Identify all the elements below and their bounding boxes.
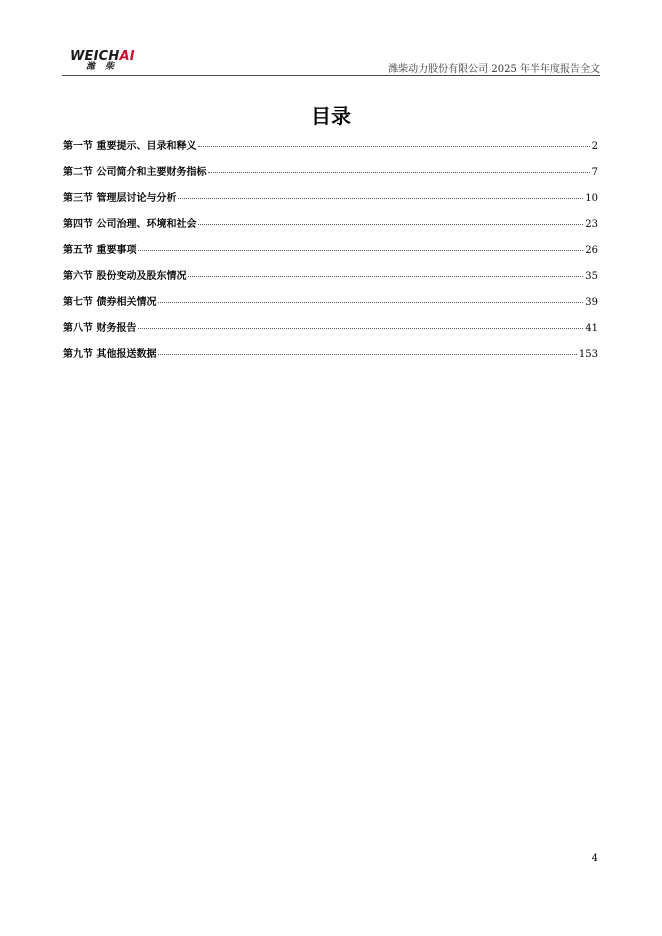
logo-wordmark-accent: AI bbox=[119, 49, 135, 64]
toc-entry-page: 23 bbox=[585, 219, 598, 230]
toc-entry-label: 第九节 其他报送数据 bbox=[63, 349, 157, 360]
page-header bbox=[62, 46, 600, 76]
toc-entry-label: 第四节 公司治理、环境和社会 bbox=[63, 219, 197, 230]
toc-leader-dots bbox=[198, 224, 583, 225]
toc-entry[interactable] bbox=[63, 241, 598, 267]
toc-entry-label: 第六节 股份变动及股东情况 bbox=[63, 271, 187, 282]
toc-entry-label: 第二节 公司简介和主要财务指标 bbox=[63, 167, 207, 178]
toc-heading: 目录 bbox=[311, 104, 351, 128]
toc-entry[interactable] bbox=[63, 345, 598, 371]
toc-entry-label: 第五节 重要事项 bbox=[63, 245, 137, 256]
logo-chinese-name: 潍柴 bbox=[86, 62, 125, 72]
header-divider bbox=[62, 75, 600, 76]
toc-leader-dots bbox=[138, 250, 583, 251]
toc-entry[interactable] bbox=[63, 137, 598, 163]
toc-entry-page: 26 bbox=[585, 245, 598, 256]
toc-entry-page: 35 bbox=[585, 271, 598, 282]
toc-entry-page: 7 bbox=[591, 167, 598, 178]
toc-entry-label: 第七节 债券相关情况 bbox=[63, 297, 157, 308]
toc-entry[interactable] bbox=[63, 215, 598, 241]
toc-entry[interactable] bbox=[63, 189, 598, 215]
toc-entry-label: 第三节 管理层讨论与分析 bbox=[63, 193, 177, 204]
toc-entry[interactable] bbox=[63, 319, 598, 345]
report-title: 潍柴动力股份有限公司 2025 年半年度报告全文 bbox=[388, 64, 600, 75]
toc-entry-label: 第八节 财务报告 bbox=[63, 323, 137, 334]
toc-entry-label: 第一节 重要提示、目录和释义 bbox=[63, 141, 197, 152]
table-of-contents bbox=[63, 137, 598, 371]
toc-entry[interactable] bbox=[63, 293, 598, 319]
toc-leader-dots bbox=[198, 146, 589, 147]
weichai-logo bbox=[70, 50, 140, 74]
toc-leader-dots bbox=[158, 302, 583, 303]
toc-entry[interactable] bbox=[63, 267, 598, 293]
logo-wordmark-main: WEICH bbox=[70, 49, 120, 64]
toc-entry[interactable] bbox=[63, 163, 598, 189]
toc-leader-dots bbox=[178, 198, 583, 199]
page-number: 4 bbox=[591, 853, 598, 864]
toc-leader-dots bbox=[138, 328, 583, 329]
toc-entry-page: 10 bbox=[585, 193, 598, 204]
toc-leader-dots bbox=[158, 354, 576, 355]
toc-entry-page: 39 bbox=[585, 297, 598, 308]
toc-entry-page: 153 bbox=[578, 349, 598, 360]
toc-leader-dots bbox=[208, 172, 589, 173]
toc-leader-dots bbox=[188, 276, 583, 277]
toc-entry-page: 2 bbox=[591, 141, 598, 152]
toc-entry-page: 41 bbox=[585, 323, 598, 334]
